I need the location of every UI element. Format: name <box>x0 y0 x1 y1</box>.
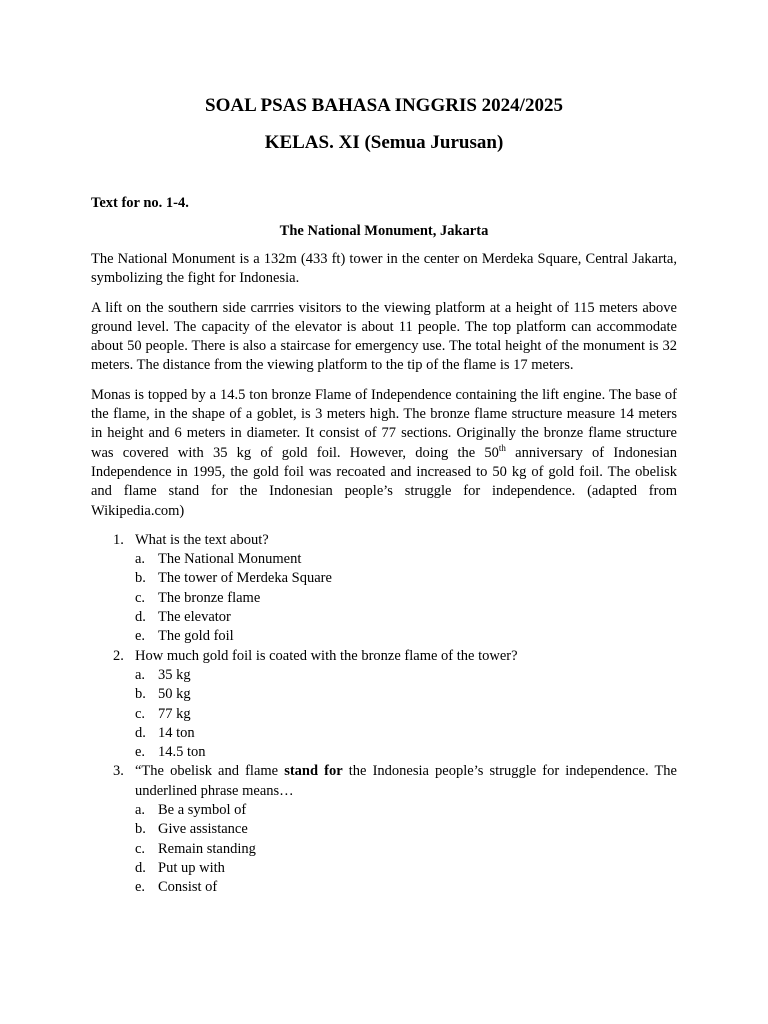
option-text: 14 ton <box>158 724 195 741</box>
option-letter: d. <box>135 609 146 626</box>
option <box>135 840 677 859</box>
section-label: Text for no. 1-4. <box>91 195 189 211</box>
option-text: Remain standing <box>158 840 256 857</box>
option-letter: c. <box>135 589 146 606</box>
question-number: 2. <box>113 647 124 664</box>
option-letter: c. <box>135 705 146 722</box>
option <box>135 705 677 724</box>
option-text: The bronze flame <box>158 589 261 606</box>
option <box>135 685 677 704</box>
question-number: 1. <box>113 531 124 548</box>
option <box>135 859 677 878</box>
question-list <box>91 531 677 898</box>
option-list <box>135 801 677 897</box>
ordinal-superscript: th <box>498 442 506 453</box>
question-1 <box>91 531 677 647</box>
option-letter: a. <box>135 802 146 819</box>
option-list <box>135 666 677 762</box>
paragraph-2: A lift on the southern side carrries visitors to the viewing platform at a height of 115 meters above ground level. The capacity of the elevator is about 11 people. The top platform can accommodate about 50 people. There is also a staircase for emergency use. The total height of the monument is 32 meters. The distance from the viewing platform to the tip of the flame is 17 meters. <box>91 299 677 374</box>
option <box>135 878 677 897</box>
option-text: 77 kg <box>158 705 191 722</box>
option-text: Put up with <box>158 859 225 876</box>
option-text: Consist of <box>158 879 218 896</box>
document-content <box>91 95 677 898</box>
paragraph-3 <box>91 386 677 521</box>
option <box>135 569 677 588</box>
option-letter: a. <box>135 666 146 683</box>
option <box>135 666 677 685</box>
question-3 <box>91 762 677 897</box>
paragraph-1: The National Monument is a 132m (433 ft) tower in the center on Merdeka Square, Central Jakarta, symbolizing the fight for Indonesia. <box>91 251 677 287</box>
option-letter: c. <box>135 840 146 857</box>
option <box>135 550 677 569</box>
question-text: What is the text about? <box>135 531 269 548</box>
question-text-start: “The obelisk and flame <box>135 763 285 780</box>
question-text: How much gold foil is coated with the bronze flame of the tower? <box>135 647 518 664</box>
option <box>135 820 677 839</box>
option <box>135 608 677 627</box>
option-letter: e. <box>135 744 146 761</box>
option-letter: e. <box>135 628 146 645</box>
option-text: The tower of Merdeka Square <box>158 570 332 587</box>
paragraph-3-text: Monas is topped by a 14.5 ton bronze Flame of Independence containing the lift engine. The base of the flame, in the shape of a goblet, is 3 meters high. The bronze flame structure measure 14 meters in height and 6 meters in diameter. It consist of 77 sections. Originally the bronze flame structure was covered with 35 kg of gold foil. However, doing the 50 <box>91 386 677 461</box>
option-letter: b. <box>135 821 146 838</box>
option-letter: d. <box>135 724 146 741</box>
option <box>135 801 677 820</box>
question-text <box>135 762 677 801</box>
option-text: The National Monument <box>158 551 302 568</box>
option-text: Give assistance <box>158 821 248 838</box>
document-subtitle: KELAS. XI (Semua Jurusan) <box>264 132 504 153</box>
option-text: The elevator <box>158 609 231 626</box>
option <box>135 724 677 743</box>
paragraph-3-text-end: anniversary of Indonesian Independence in 1995, the gold foil was recoated and increased to 50 kg of gold foil. The obelisk and flame stand for the Indonesian people’s struggle for independence. (adapted from Wikipedia.com) <box>91 444 677 519</box>
option-text: Be a symbol of <box>158 802 247 819</box>
option-text: The gold foil <box>158 628 234 645</box>
option-letter: e. <box>135 879 146 896</box>
underlined-phrase: stand for <box>284 763 343 780</box>
option <box>135 589 677 608</box>
document-title: SOAL PSAS BAHASA INGGRIS 2024/2025 <box>205 95 563 116</box>
option-letter: d. <box>135 859 146 876</box>
option-text: 35 kg <box>158 666 191 683</box>
question-2 <box>91 647 677 763</box>
option-list <box>135 550 677 646</box>
question-text-end: the Indonesia people’s struggle for independence. The underlined phrase means… <box>135 763 677 799</box>
reading-text-title: The National Monument, Jakarta <box>279 223 489 239</box>
option-text: 14.5 ton <box>158 744 206 761</box>
option-text: 50 kg <box>158 686 191 703</box>
option-letter: a. <box>135 551 146 568</box>
option-letter: b. <box>135 570 146 587</box>
option <box>135 627 677 646</box>
option-letter: b. <box>135 686 146 703</box>
question-number: 3. <box>113 763 124 780</box>
option <box>135 743 677 762</box>
